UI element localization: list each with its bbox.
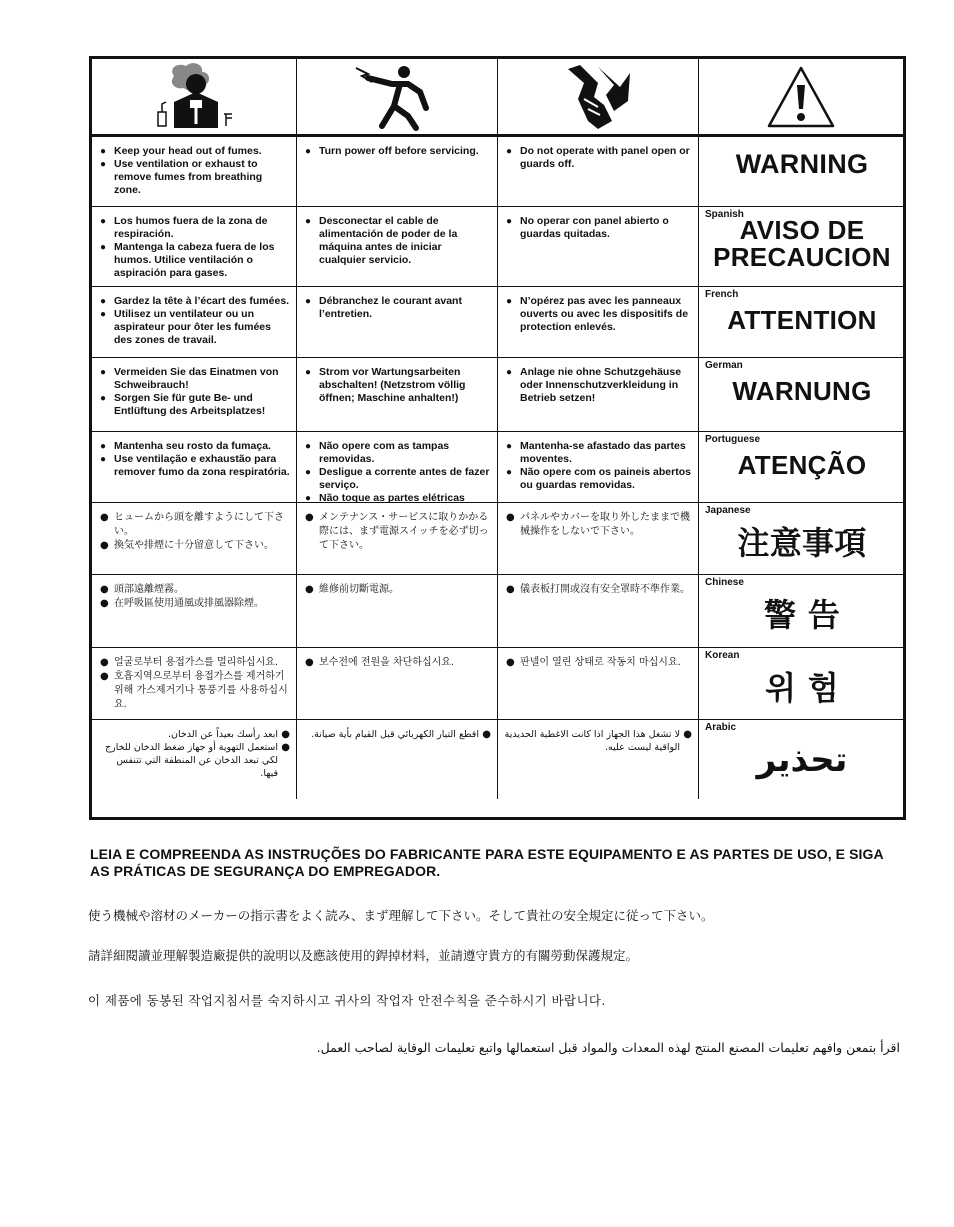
hazard-bullet-list xyxy=(305,145,491,158)
warning-title-cell xyxy=(699,575,903,648)
hazard-text-cell xyxy=(297,137,498,207)
hazard-bullet: ● Débranchez le courant avant l’entretien. xyxy=(305,295,491,321)
hazard-bullet: ● لا تشغل هذا الجهاز اذا كانت الاغطية الحديدية الواقية ليست عليه. xyxy=(504,728,692,754)
language-label: Spanish xyxy=(705,209,744,220)
hazard-bullet: ● Utilisez un ventilateur ou un aspirateur pour ôter les fumées des zones de travail. xyxy=(100,308,290,347)
hazard-bullet: ● Mantenga la cabeza fuera de los humos. Utilice ventilación o aspiración para gases. xyxy=(100,241,290,280)
hazard-bullet: ● ヒュームから頭を離すようにして下さい。 xyxy=(100,511,290,539)
hazard-bullet-list xyxy=(100,440,290,479)
hazard-text-cell xyxy=(297,720,498,799)
moving-parts-icon-cell xyxy=(498,59,699,137)
hazard-bullet-list xyxy=(305,215,491,267)
language-label: German xyxy=(705,360,743,371)
hazard-bullet: ● No operar con panel abierto o guardas quitadas. xyxy=(506,215,692,241)
hazard-bullet: ● 維修前切斷電源。 xyxy=(305,583,491,597)
hazard-bullet: ● Mantenha seu rosto da fumaça. xyxy=(100,440,290,453)
warning-triangle-icon xyxy=(767,65,835,129)
warning-title: WARNUNG xyxy=(732,376,872,406)
hazard-bullet: ● Use ventilação e exhaustão para remover fumo da zona respiratória. xyxy=(100,453,290,479)
hazard-bullet: ● استعمل التهوية أو جهاز ضغط الدخان للخارج لكي تبعد الدخان عن المنطقة التي تتنفس فيها. xyxy=(98,741,290,780)
warning-title: WARNING xyxy=(735,149,869,179)
hazard-bullet-list xyxy=(506,295,692,334)
fumes-icon xyxy=(144,62,244,132)
hazard-bullet-list xyxy=(305,511,491,553)
hazard-text-cell xyxy=(498,720,699,799)
warning-title-cell xyxy=(699,287,903,358)
hazard-bullet: ● 儀表板打開或沒有安全罩時不準作業。 xyxy=(506,583,692,597)
hazard-bullet: ● Los humos fuera de la zona de respiración. xyxy=(100,215,290,241)
hazard-bullet-list xyxy=(506,145,692,171)
hazard-bullet: ● Mantenha-se afastado das partes moventes. xyxy=(506,440,692,466)
moving-parts-icon xyxy=(558,61,638,133)
hazard-bullet: ● Do not operate with panel open or guards off. xyxy=(506,145,692,171)
hazard-bullet-list xyxy=(506,656,692,670)
hazard-text-cell xyxy=(297,503,498,575)
warning-title: AVISO DE PRECAUCION xyxy=(713,215,891,272)
hazard-text-cell xyxy=(92,503,297,575)
hazard-bullet: ● Vermeiden Sie das Einatmen von Schweibrauch! xyxy=(100,366,290,392)
hazard-bullet: ● Strom vor Wartungsarbeiten abschalten! (Netzstrom völlig öffnen; Maschine anhalten!) xyxy=(305,366,491,405)
warning-icon-cell xyxy=(699,59,903,137)
chinese-instructions-note: 請詳細閱讀並理解製造廠提供的說明以及應該使用的銲掉材料，並請遵守貴方的有關勞動保護規定。 xyxy=(88,948,639,963)
hazard-bullet: ● Não opere com os paineis abertos ou guardas removidas. xyxy=(506,466,692,492)
language-label: Arabic xyxy=(705,722,737,733)
warning-title: ATTENTION xyxy=(727,305,877,335)
hazard-text-cell xyxy=(297,432,498,503)
hazard-bullet-list xyxy=(100,366,290,418)
hazard-bullet-list xyxy=(506,215,692,241)
hazard-bullet-list xyxy=(506,583,692,597)
warning-title-cell xyxy=(699,720,903,799)
hazard-text-cell xyxy=(297,207,498,287)
hazard-bullet: ● اقطع التيار الكهربائي قبل القيام بأية صيانة. xyxy=(303,728,491,741)
hazard-bullet: ● ابعد رأسك بعيداً عن الدخان. xyxy=(98,728,290,741)
hazard-text-cell xyxy=(92,358,297,432)
hazard-text-cell xyxy=(297,287,498,358)
hazard-bullet: ● Use ventilation or exhaust to remove fumes from breathing zone. xyxy=(100,158,290,197)
hazard-text-cell xyxy=(92,575,297,648)
warning-title: 警 告 xyxy=(763,596,841,634)
hazard-bullet: ● N’opérez pas avec les panneaux ouverts ou avec les dispositifs de protection enlevés. xyxy=(506,295,692,334)
warning-title: ATENÇÃO xyxy=(737,450,867,480)
hazard-bullet-list xyxy=(305,366,491,405)
hazard-bullet: ● 판넬이 열린 상태로 작동치 마십시요. xyxy=(506,656,692,670)
hazard-bullet: ● Sorgen Sie für gute Be- und Entlüftung des Arbeitsplatzes! xyxy=(100,392,290,418)
japanese-instructions-note: 使う機械や溶材のメーカーの指示書をよく読み、まず理解して下さい。そして貴社の安全規定に従って下さい。 xyxy=(88,908,714,923)
hazard-bullet: ● 在呼吸區使用通風或排風器除煙。 xyxy=(100,597,290,611)
hazard-text-cell xyxy=(498,432,699,503)
hazard-text-cell xyxy=(92,720,297,799)
hazard-bullet-list xyxy=(506,366,692,405)
hazard-bullet: ● メンテナンス・サービスに取りかかる際には、まず電源スイッチを必ず切って下さい。 xyxy=(305,511,491,553)
hazard-bullet-list xyxy=(100,295,290,347)
hazard-bullet: ● Anlage nie ohne Schutzgehäuse oder Innenschutzverkleidung in Betrieb setzen! xyxy=(506,366,692,405)
shock-icon-cell xyxy=(297,59,498,137)
hazard-bullet: ● Gardez la tête à l’écart des fumées. xyxy=(100,295,290,308)
hazard-bullet: ● 頭部遠離煙霧。 xyxy=(100,583,290,597)
hazard-text-cell xyxy=(92,137,297,207)
hazard-text-cell xyxy=(92,648,297,720)
hazard-bullet: ● Turn power off before servicing. xyxy=(305,145,491,158)
hazard-bullet-list xyxy=(100,656,290,712)
hazard-text-cell xyxy=(92,432,297,503)
hazard-text-cell xyxy=(498,207,699,287)
hazard-bullet-list xyxy=(305,295,491,321)
warning-title: 위 험 xyxy=(765,669,839,707)
hazard-bullet: ● Não opere com as tampas removidas. xyxy=(305,440,491,466)
language-label: Korean xyxy=(705,650,740,661)
fumes-icon-cell xyxy=(92,59,297,137)
warning-table xyxy=(89,56,906,820)
language-label: Chinese xyxy=(705,577,744,588)
arabic-instructions-note: اقرأ بتمعن وافهم تعليمات المصنع المنتج لهذه المعدات والمواد قبل استعمالها واتبع تعليمات الوقاية لصاحب العمل. xyxy=(316,1040,900,1055)
hazard-text-cell xyxy=(498,137,699,207)
warning-title-cell xyxy=(699,137,903,207)
hazard-text-cell xyxy=(297,648,498,720)
hazard-bullet: ● 얼굴로부터 용접가스를 멀리하십시요. xyxy=(100,656,290,670)
hazard-bullet: ● 換気や排煙に十分留意して下さい。 xyxy=(100,539,290,553)
hazard-bullet: ● 호흡지역으로부터 용접가스를 제거하기 위해 가스제거기나 통풍기를 사용하십시요. xyxy=(100,670,290,712)
hazard-bullet-list xyxy=(100,145,290,197)
warning-title-cell xyxy=(699,503,903,575)
warning-title: 注意事項 xyxy=(737,524,867,562)
hazard-bullet-list xyxy=(305,440,491,503)
hazard-bullet-list xyxy=(506,440,692,492)
language-label: Japanese xyxy=(705,505,751,516)
hazard-bullet-list xyxy=(100,511,290,553)
hazard-bullet: ● Desconectar el cable de alimentación de poder de la máquina antes de iniciar cualquier servicio. xyxy=(305,215,491,267)
hazard-bullet-list xyxy=(303,728,491,741)
language-label: Portuguese xyxy=(705,434,761,445)
hazard-bullet: ● 보수전에 전원을 차단하십시요. xyxy=(305,656,491,670)
hazard-text-cell xyxy=(297,575,498,648)
language-label: French xyxy=(705,289,739,300)
hazard-text-cell xyxy=(498,648,699,720)
hazard-text-cell xyxy=(92,287,297,358)
hazard-bullet: ● Não toque as partes elétricas xyxy=(305,492,491,503)
hazard-bullet: ● Keep your head out of fumes. xyxy=(100,145,290,158)
warning-title-cell xyxy=(699,432,903,503)
hazard-bullet-list xyxy=(305,583,491,597)
hazard-text-cell xyxy=(498,287,699,358)
portuguese-instructions-note: LEIA E COMPREENDA AS INSTRUÇÕES DO FABRICANTE PARA ESTE EQUIPAMENTO E AS PARTES DE USO, E SIGA AS PRÁTICAS DE SEGURANÇA DO EMPREGADOR. xyxy=(90,846,884,879)
hazard-bullet-list xyxy=(305,656,491,670)
electric-shock-icon xyxy=(352,62,442,132)
hazard-text-cell xyxy=(498,503,699,575)
hazard-bullet: ● Desligue a corrente antes de fazer serviço. xyxy=(305,466,491,492)
hazard-bullet: ● パネルやカバーを取り外したままで機械操作をしないで下さい。 xyxy=(506,511,692,539)
warning-title-cell xyxy=(699,207,903,287)
hazard-text-cell xyxy=(498,358,699,432)
warning-title-cell xyxy=(699,358,903,432)
warning-title: تحذير xyxy=(756,740,848,780)
korean-instructions-note: 이 제품에 동봉된 작업지침서를 숙지하시고 귀사의 작업자 안전수칙을 준수하시기 바랍니다. xyxy=(88,993,606,1008)
hazard-bullet-list xyxy=(98,728,290,780)
hazard-text-cell xyxy=(92,207,297,287)
hazard-bullet-list xyxy=(506,511,692,539)
warning-title-cell xyxy=(699,648,903,720)
hazard-bullet-list xyxy=(100,215,290,280)
hazard-text-cell xyxy=(297,358,498,432)
hazard-bullet-list xyxy=(100,583,290,611)
hazard-bullet-list xyxy=(504,728,692,754)
hazard-text-cell xyxy=(498,575,699,648)
